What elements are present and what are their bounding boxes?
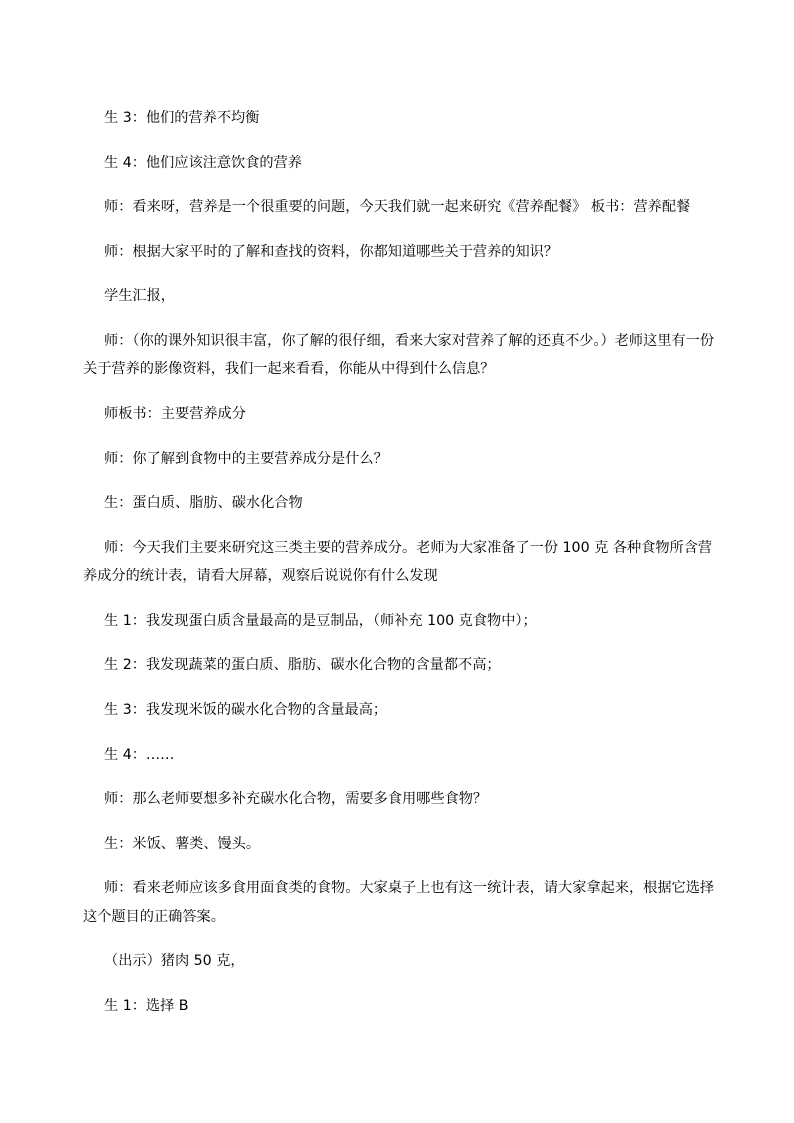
paragraph: 学生汇报，	[104, 288, 175, 305]
document-body	[83, 104, 724, 1037]
paragraph: 生 1：我发现蛋白质含量最高的是豆制品，（师补充 100 克食物中）；	[104, 612, 537, 629]
paragraph: 师：那么老师要想多补充碳水化合物，需要多食用哪些食物？	[104, 791, 488, 808]
paragraph: （出示）猪肉 50 克，	[104, 953, 245, 970]
paragraph: 生 4：他们应该注意饮食的营养	[104, 154, 302, 171]
paragraph: 师：（你的课外知识很丰富，你了解的很仔细，看来大家对营养了解的还真不少。）老师这里有一份关于营养的影像资料，我们一起来看看，你能从中得到什么信息？	[83, 332, 715, 378]
paragraph: 生 2：我发现蔬菜的蛋白质、脂肪、碳水化合物的含量都不高；	[104, 657, 501, 674]
paragraph: 生：蛋白质、脂肪、碳水化合物	[104, 495, 303, 512]
paragraph: 生 3：我发现米饭的碳水化合物的含量最高；	[104, 701, 388, 718]
paragraph: 师：根据大家平时的了解和查找的资料，你都知道哪些关于营养的知识？	[104, 243, 559, 260]
paragraph: 师：看来呀，营养是一个很重要的问题，今天我们就一起来研究《营养配餐》 板书：营养配餐	[104, 199, 691, 216]
paragraph: 师：你了解到食物中的主要营养成分是什么？	[104, 450, 388, 467]
paragraph: 生 1：选择 B	[104, 997, 189, 1014]
paragraph: 师：看来老师应该多食用面食类的食物。大家桌子上也有这一统计表，请大家拿起来，根据它选择这个题目的正确答案。	[83, 880, 715, 925]
paragraph: 生 3：他们的营养不均衡	[104, 110, 260, 126]
paragraph: 师板书：主要营养成分	[104, 405, 246, 422]
paragraph: 生：米饭、薯类、馒头。	[104, 835, 261, 852]
paragraph: 师：今天我们主要来研究这三类主要的营养成分。老师为大家准备了一份 100 克 各种食物所含营养成分的统计表，请看大屏幕，观察后说说你有什么发现	[83, 539, 713, 585]
paragraph: 生 4：……	[104, 746, 175, 763]
